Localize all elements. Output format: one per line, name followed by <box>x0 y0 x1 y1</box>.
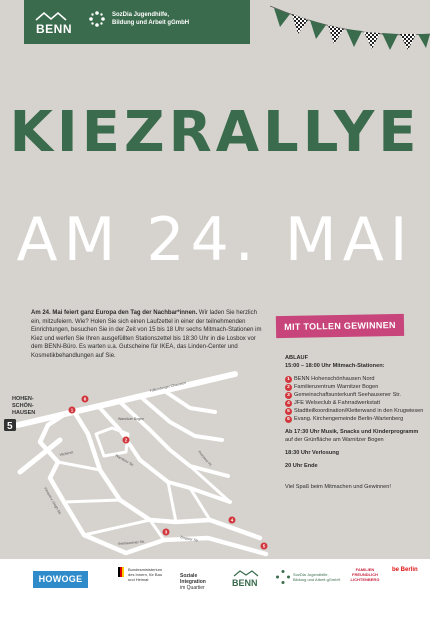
station-name: Evang. Kirchengemeinde Berlin-Wartenberg <box>294 416 404 422</box>
station-name: Gemeinschaftsunterkunft Seehausener Str. <box>294 392 401 398</box>
event-raffle: 18:30 Uhr Verlosung <box>285 450 340 456</box>
map-marker-label: 4 <box>230 517 234 523</box>
be-berlin-logo: be Berlin <box>392 567 418 573</box>
closing-text: Viel Spaß beim Mitmachen und Gewinnen! <box>285 484 391 490</box>
lichtenberg-line3: LICHTENBERG <box>350 577 380 582</box>
station-name: BENN Hohenschönhausen Nord <box>294 376 375 382</box>
lichtenberg-line2: FREUNDLICH <box>352 572 378 577</box>
intro-lead: Am 24. Mai feiert ganz Europa den Tag der Nachbar*innen. <box>31 310 198 316</box>
lichtenberg-logo <box>345 567 385 582</box>
map-label-falkenberger: Falkenberger Chaussee <box>149 380 187 393</box>
sozdia-footer-text: SozDia Jugendhilfe, Bildung und Arbeit gGmbH <box>293 572 341 582</box>
partner-name-line2: Bildung und Arbeit gGmbH <box>112 20 190 26</box>
roof-icon <box>232 569 260 577</box>
station-number-badge: 1 <box>285 376 292 383</box>
schedule <box>285 354 425 491</box>
headline-date: AM 24. MAI <box>16 205 414 275</box>
soziale-line3: im Quartier <box>180 585 205 591</box>
benn-logo <box>32 8 72 38</box>
station-item <box>285 399 425 407</box>
footer-logos <box>0 559 430 618</box>
area-map <box>0 370 280 560</box>
map-label-zingster: Zingster Str. <box>179 535 200 543</box>
intro-text <box>31 309 264 361</box>
map-district-line3: HAUSEN <box>12 410 36 416</box>
bunting-flags <box>270 0 430 70</box>
map-label-warnitzer-bogen: Warnitzer Bogen <box>118 417 144 421</box>
event-end: 20 Uhr Ende <box>285 463 318 469</box>
map-district-line2: SCHÖN- <box>12 403 34 409</box>
svg-text:HOHEN- SCHÖN- HAUS <box>12 396 35 416</box>
soziale-line2: Integration <box>180 579 206 585</box>
map-marker-label: 2 <box>124 437 128 443</box>
bmi-line1: Bundesministerium <box>128 567 163 572</box>
headline-kiezrallye: KIEZRALLYE <box>9 100 421 165</box>
event-music: Ab 17:30 Uhr Musik, Snacks und Kinderprogramm <box>285 429 419 435</box>
partner-name <box>112 11 252 27</box>
bmi-line2: des Innern, für Bau <box>128 572 163 577</box>
soziale-line1: Soziale <box>180 573 198 579</box>
intro-body: Wir laden Sie herzlich ein, mitzufeiern. Wie? Holen Sie sich einen Laufzettel in einer der teilnehmenden Einrichtungen, besuchen Sie in der Zeit von 15 bis 18 Uhr sechs Mitmach-Stationen im Kiez und werfen Sie Ihren ausgefüllten Stationszettel bis 18:30 Uhr in die Losbox vor dem BENN-Büro. Es warten u.a. Gutscheine für IKEA, das Linden-Center und Kosmetikbehandlungen auf Sie. <box>31 310 262 359</box>
station-number-badge: 2 <box>285 384 292 391</box>
partner-name-line1: SozDia Jugendhilfe, <box>112 12 170 18</box>
station-item <box>285 391 425 399</box>
station-name: JFE Welseclub & Fahrradwerkstatt <box>294 400 381 406</box>
station-name: Stadtteilkoordination/Kletterwand in den Krugwiesen <box>294 408 424 414</box>
sozdia-logo-icon <box>88 10 106 28</box>
federal-eagle-icon <box>118 567 126 577</box>
map-label-vincent: Vincent-v.-Gogh-Str. <box>43 486 63 516</box>
benn-footer-logo <box>232 569 260 588</box>
roof-icon <box>34 10 68 22</box>
map-label-warnitzer-str: Warnitzer Str. <box>114 453 135 468</box>
sozdia-footer-icon <box>275 569 291 585</box>
prize-banner: MIT TOLLEN GEWINNEN <box>276 314 404 338</box>
lichtenberg-line1: FAMILIEN <box>355 567 375 572</box>
benn-logo-text: BENN <box>36 22 73 36</box>
map-marker-label: 3 <box>164 529 168 535</box>
bmi-line3: und Heimat <box>128 577 149 582</box>
benn-footer-text: BENN <box>232 578 258 588</box>
station-number-badge: 6 <box>285 416 292 423</box>
station-item <box>285 407 425 415</box>
route-number: 5 <box>7 421 13 432</box>
event-music-location: auf der Grünfläche am Warnitzer Bogen <box>285 437 384 443</box>
station-number-badge: 4 <box>285 400 292 407</box>
howoge-logo: HOWOGE <box>33 571 88 588</box>
map-district-line1: HOHEN- <box>12 396 34 402</box>
bmi-logo <box>128 567 176 582</box>
map-marker-label: 5 <box>262 543 266 549</box>
map-label-prerower: Prerower Pl. <box>197 450 213 468</box>
station-item <box>285 383 425 391</box>
station-item <box>285 415 425 423</box>
station-number-badge: 5 <box>285 408 292 415</box>
schedule-heading: ABLAUF <box>285 355 308 361</box>
map-label-welsestr: Welsestr. <box>59 450 75 457</box>
station-number-badge: 3 <box>285 392 292 399</box>
soziale-integration-logo <box>180 573 220 591</box>
station-name: Familienzentrum Warnitzer Bogen <box>294 384 379 390</box>
schedule-time: 15:00 – 18:00 Uhr Mitmach-Stationen: <box>285 363 385 369</box>
station-item <box>285 375 425 383</box>
map-marker-label: 1 <box>70 407 74 413</box>
map-marker-label: 6 <box>83 396 87 402</box>
map-label-seehausener: Seehausener Str. <box>117 539 146 546</box>
